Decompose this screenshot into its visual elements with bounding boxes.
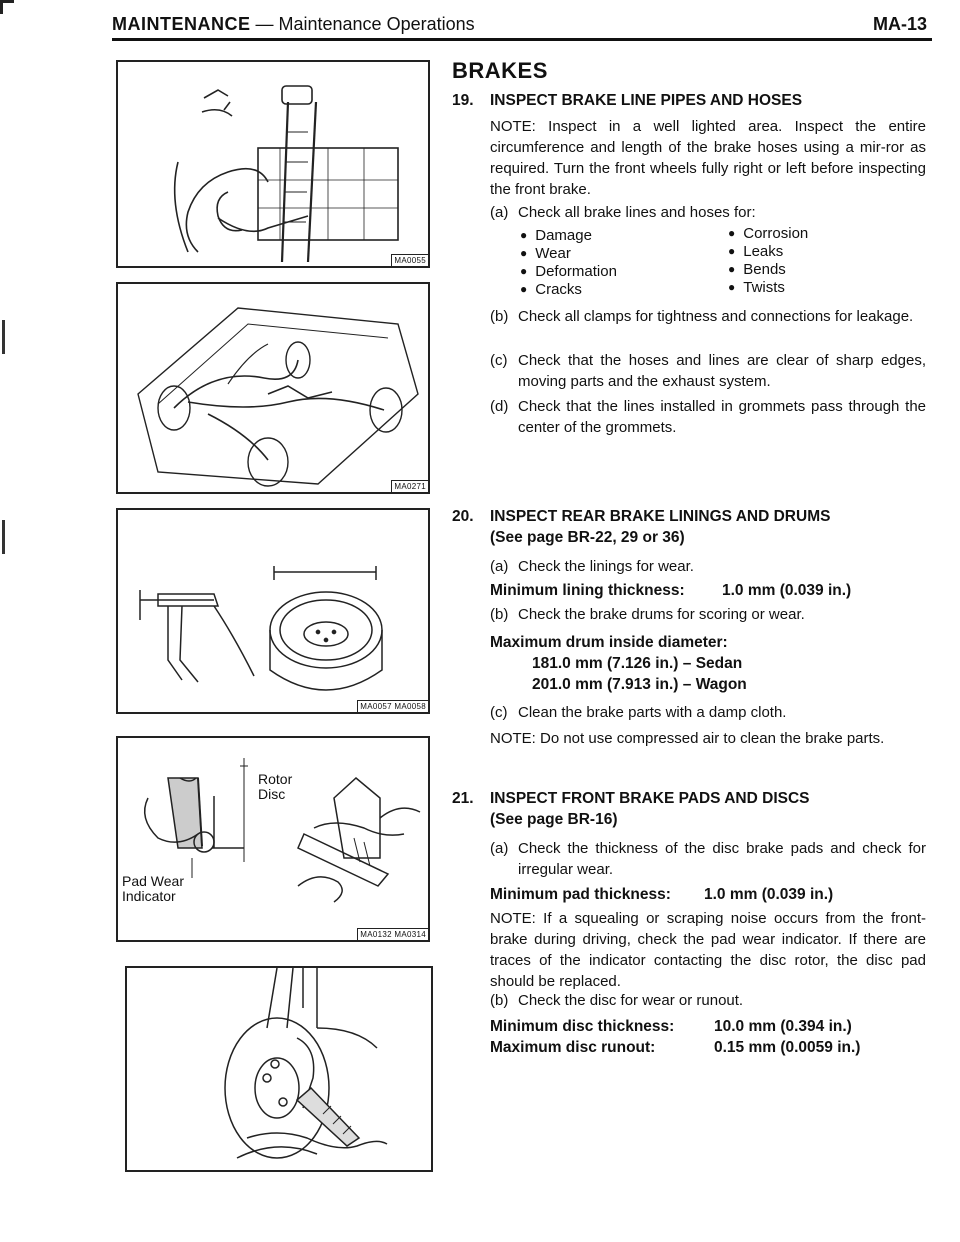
spec-value: 1.0 mm (0.039 in.) [704,886,834,903]
figure-brake-drum [116,508,430,714]
vehicle-brake-lines-illustration [118,284,430,494]
step-number: 19. [452,92,474,109]
hose-mirror-illustration [118,62,430,268]
margin-tick [2,520,5,554]
step-heading-text: INSPECT REAR BRAKE LININGS AND DRUMS [490,508,831,525]
sub-tag: (b) [490,606,509,623]
label-indicator: Indicator [122,888,176,904]
spec-label: Minimum lining thickness: [490,582,685,599]
page-number: MA-13 [872,14,927,34]
sub-tag: (a) [490,558,509,575]
spec-min-lining [490,580,852,601]
sub-text: Check the disc for wear or runout. [518,992,744,1009]
sub-text: Check all clamps for tightness and connections for leakage. [518,308,914,325]
bullet-item: ● Bends [728,260,808,278]
sub-text: Check the brake drums for scoring or wear. [518,606,805,623]
bullet-item: ● Deformation [520,262,617,280]
spec-value: 1.0 mm (0.039 in.) [722,582,852,599]
step-heading-text: INSPECT BRAKE LINE PIPES AND HOSES [490,92,803,109]
step-20-note: NOTE: Do not use compressed air to clean the brake parts. [490,730,885,747]
step-19-c [490,350,930,394]
sub-text: Check all brake lines and hoses for: [518,204,756,221]
sub-tag: (b) [490,308,509,325]
spec-label: Minimum pad thickness: [490,886,671,903]
disc-thickness-illustration [127,968,433,1172]
header-rule [112,38,932,41]
figure-code: MA0271 [391,480,428,492]
step-19-note: NOTE: Inspect in a well lighted area. Inspect the entire circumference and length of the brake hoses using a mir-ror as required. Turn the front wheels fully right or left before inspecting the front brake. [490,118,926,198]
spec-min-pad [490,884,834,905]
bullets-right [728,224,808,296]
step-number: 20. [452,508,474,525]
sub-tag: (c) [490,352,508,369]
disc-pad-illustration [118,738,430,942]
figure-disc-thickness [125,966,433,1172]
figure-code: MA0132 MA0314 [357,928,428,940]
step-reference: (See page BR-22, 29 or 36) [490,529,685,546]
section-title: BRAKES [452,58,548,83]
spec-max-drum-label: Maximum drum inside diameter: [490,634,728,651]
sub-text: Check that the hoses and lines are clear of sharp edges, moving parts and the exhaust system. [518,352,926,390]
label-rotor: Rotor [258,771,293,787]
step-20-heading [452,506,932,550]
spec-min-disc [490,1016,852,1037]
bullet-item: ● Corrosion [728,224,808,242]
label-pad-wear: Pad Wear [122,873,184,889]
sub-tag: (c) [490,704,508,721]
figure-vehicle-brake-lines [116,282,430,494]
spec-drum-wagon: 201.0 mm (7.913 in.) – Wagon [532,676,747,693]
figure-code: MA0055 [391,254,428,266]
figure-code: MA0057 MA0058 [357,700,428,712]
step-number: 21. [452,790,474,807]
bullet-item: ● Damage [520,226,617,244]
step-19-d [490,396,930,440]
step-reference: (See page BR-16) [490,811,618,828]
bullet-item: ● Cracks [520,280,617,298]
label-disc: Disc [258,786,286,802]
header-title [112,14,475,35]
step-21-a [490,838,930,882]
figure-hose-mirror [116,60,430,268]
spec-value: 10.0 mm (0.394 in.) [714,1018,852,1035]
sub-tag: (d) [490,398,509,415]
spec-value: 0.15 mm (0.0059 in.) [714,1039,861,1056]
step-21-note: NOTE: If a squealing or scraping noise occurs from the front-brake during driving, check the pad wear indicator. If there are traces of the indicator contacting the disc rotor, the disc pad should be replaced. [490,910,926,990]
bullet-item: ● Wear [520,244,617,262]
sub-tag: (a) [490,840,509,857]
margin-tick [2,320,5,354]
spec-label: Minimum disc thickness: [490,1018,675,1035]
brake-drum-illustration [118,510,430,714]
sub-tag: (b) [490,992,509,1009]
spec-max-runout [490,1037,861,1058]
step-heading-text: INSPECT FRONT BRAKE PADS AND DISCS [490,790,810,807]
spec-label: Maximum disc runout: [490,1039,656,1056]
bullet-item: ● Twists [728,278,808,296]
step-19-b [490,306,930,350]
page-corner-mark [0,0,14,14]
header-title-rest: — Maintenance Operations [250,14,475,34]
bullet-item: ● Leaks [728,242,808,260]
sub-tag: (a) [490,204,509,221]
figure-disc-pad [116,736,430,942]
bullets-left [520,226,617,298]
sub-text: Clean the brake parts with a damp cloth. [518,704,787,721]
sub-text: Check the thickness of the disc brake pads and check for irregular wear. [518,840,926,878]
spec-drum-sedan: 181.0 mm (7.126 in.) – Sedan [532,655,743,672]
sub-text: Check the linings for wear. [518,558,694,575]
header-title-bold: MAINTENANCE [112,14,251,34]
sub-text: Check that the lines installed in grommets pass through the center of the grommets. [518,398,926,436]
step-21-heading [452,788,932,832]
